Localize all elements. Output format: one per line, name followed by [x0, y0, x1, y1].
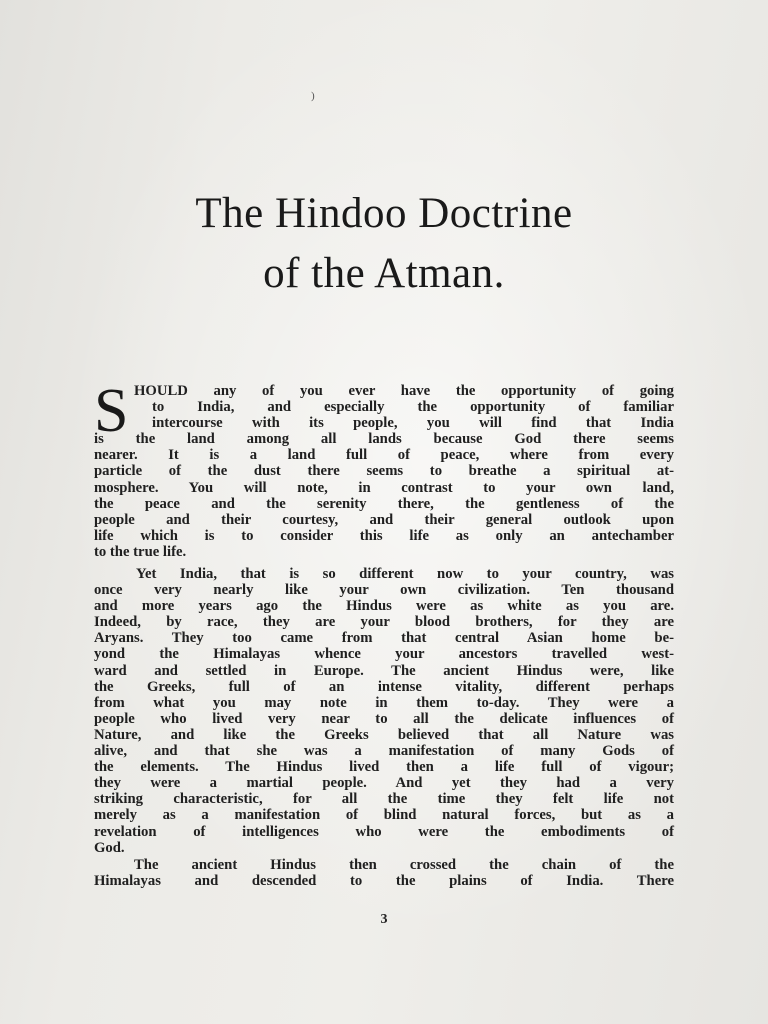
text-line: mosphere. You will note, in contrast to your own land, [94, 479, 674, 496]
text-line: the elements. The Hindus lived then a life full of vigour; [94, 759, 674, 776]
text-line: people who lived very near to all the delicate influences of [94, 710, 674, 727]
text-line: to the true life. [94, 543, 187, 560]
text-line: striking characteristic, for all the time they felt life not [94, 791, 674, 808]
drop-cap-letter: S [94, 377, 129, 445]
text-line: and more years ago the Hindus were as white as you are. [94, 598, 674, 615]
paragraph-1 [94, 383, 674, 560]
text-line: particle of the dust there seems to breathe a spiritual at- [94, 463, 674, 480]
text-line: intercourse with its people, you will find that India [152, 415, 674, 432]
text-line: Himalayas and descended to the plains of India. There [94, 873, 674, 890]
text-line: HOULD any of you ever have the opportunity of going [134, 383, 674, 399]
text-line: once very nearly like your own civilization. Ten thousand [94, 582, 674, 599]
stray-mark: ) [311, 90, 315, 102]
text-line: the Greeks, full of an intense vitality, different perhaps [94, 678, 674, 695]
text-line: Indeed, by race, they are your blood brothers, for they are [94, 614, 674, 631]
text-line: is the land among all lands because God there seems [94, 431, 674, 448]
chapter-title-line-2: of the Atman. [263, 250, 505, 297]
text-line: people and their courtesy, and their general outlook upon [94, 511, 674, 528]
text-line: to India, and especially the opportunity of familiar [152, 399, 674, 416]
text-line: alive, and that she was a manifestation of many Gods of [94, 743, 674, 760]
text-line: ward and settled in Europe. The ancient Hindus were, like [94, 662, 674, 679]
text-line: God. [94, 839, 125, 856]
text-line: revelation of intelligences who were the embodiments of [94, 823, 674, 840]
text-line: the peace and the serenity there, the gentleness of the [94, 495, 674, 512]
text-line: Yet India, that is so different now to your country, was [136, 566, 674, 582]
chapter-title-line-1: The Hindoo Doctrine [195, 190, 573, 237]
text-line: Nature, and like the Greeks believed that all Nature was [94, 726, 674, 743]
text-line: nearer. It is a land full of peace, where from every [94, 447, 674, 464]
text-line: from what you may note in them to-day. They were a [94, 694, 674, 711]
text-line: yond the Himalayas whence your ancestors travelled west- [94, 646, 674, 663]
text-line: life which is to consider this life as only an antechamber [94, 527, 674, 544]
paragraph-3 [94, 857, 674, 889]
text-line: they were a martial people. And yet they had a very [94, 775, 674, 792]
text-line: merely as a manifestation of blind natural forces, but as a [94, 807, 674, 824]
text-line: The ancient Hindus then crossed the chain of the [134, 857, 674, 873]
text-line: Aryans. They too came from that central Asian home be- [94, 630, 674, 647]
page-number: 3 [380, 912, 388, 927]
paragraph-2 [94, 566, 674, 856]
